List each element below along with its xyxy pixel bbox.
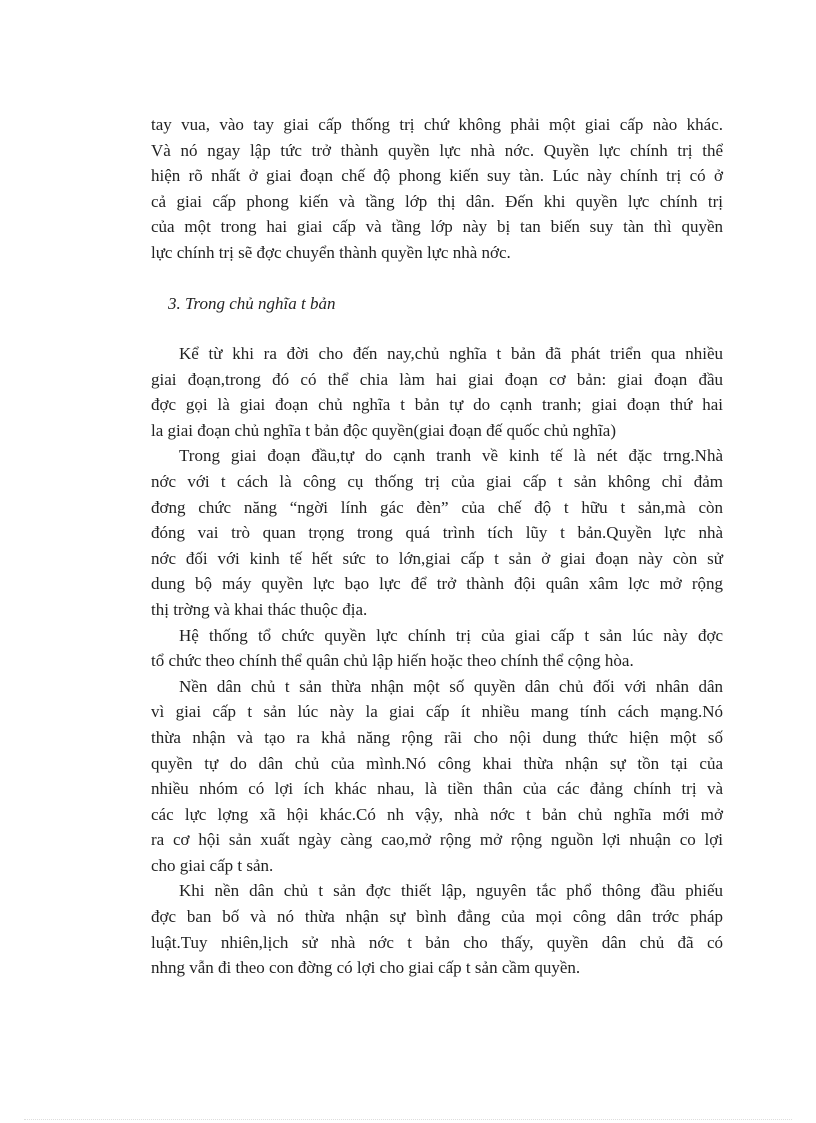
paragraph-line: đóng vai trò quan trọng trong quá trình tích lũy t bản.Quyền lực nhà (151, 523, 723, 543)
paragraph-line: nớc với t cách là công cụ thống trị của giai cấp t sản không chỉ đảm (151, 471, 723, 491)
paragraph-line: vì giai cấp t sản lúc này la giai cấp ít nhiều mang tính cách mạng.Nó (151, 702, 723, 722)
section-heading: 3. Trong chủ nghĩa t bản (168, 294, 336, 313)
paragraph-line: nhng vẫn đi theo con đờng có lợi cho giai cấp t sản cầm quyền. (151, 958, 581, 978)
page-bottom-rule (24, 1119, 792, 1120)
paragraph-line: Hệ thống tổ chức quyền lực chính trị của giai cấp t sản lúc này đợc (179, 625, 723, 645)
paragraph-line: Khi nền dân chủ t sản đợc thiết lập, nguyên tắc phổ thông đầu phiếu (179, 881, 723, 901)
paragraph-line: thị trờng và khai thác thuộc địa. (151, 599, 368, 619)
paragraph-line: đơng chức năng “ngời lính gác đèn” của chế độ t hữu t sản,mà còn (151, 497, 723, 517)
paragraph-line: cả giai cấp phong kiến và tầng lớp thị dân. Đến khi quyền lực chính trị (151, 191, 723, 211)
paragraph-line: đợc ban bố và nó thừa nhận sự bình đẳng của mọi công dân trớc pháp (151, 907, 723, 927)
paragraph-line: giai đoạn,trong đó có thể chia làm hai giai đoạn cơ bản: giai đoạn đầu (151, 369, 723, 389)
paragraph-line: Kể từ khi ra đời cho đến nay,chủ nghĩa t bản đã phát triển qua nhiều (179, 344, 723, 363)
paragraph-line: luật.Tuy nhiên,lịch sử nhà nớc t bản cho thấy, quyền dân chủ đã có (151, 932, 723, 952)
paragraph-line: ra cơ hội sản xuất ngày càng cao,mở rộng mở rộng nguồn lợi nhuận co lợi (151, 830, 723, 850)
paragraph-line: Nền dân chủ t sản thừa nhận một số quyền dân chủ đối với nhân dân (179, 676, 723, 696)
top-paragraph (151, 112, 723, 266)
paragraph-line: nhiều nhóm có lợi ích khác nhau, là tiền thân của các đảng chính trị và (151, 779, 723, 799)
paragraph-line: các lực lợng xã hội khác.Có nh vậy, nhà nớc t bản chủ nghĩa mới mở (151, 804, 723, 824)
paragraph-line: quyền tự do dân chủ của mình.Nó công khai thừa nhận sự tồn tại của (151, 753, 723, 773)
paragraph-line: Và nó ngay lập tức trở thành quyền lực nhà nớc. Quyền lực chính trị thể (151, 140, 723, 160)
paragraph-line: Trong giai đoạn đầu,tự do cạnh tranh về kinh tế là nét đặc trng.Nhà (179, 446, 723, 466)
paragraph-line: lực chính trị sẽ đợc chuyển thành quyền lực nhà nớc. (151, 242, 511, 262)
paragraph-line: đợc gọi là giai đoạn chủ nghĩa t bản tự do cạnh tranh; giai đoạn thứ hai (151, 395, 723, 415)
main-body (151, 341, 723, 981)
paragraph-line: dung bộ máy quyền lực bạo lực để trở thành đội quân xâm lợc mở rộng (151, 574, 723, 594)
paragraph-line: hiện rõ nhất ở giai đoạn chế độ phong kiến suy tàn. Lúc này chính trị có ở (151, 166, 723, 186)
paragraph-line: la giai đoạn chủ nghĩa t bản độc quyền(giai đoạn đế quốc chủ nghĩa) (151, 420, 616, 440)
paragraph-line: của một trong hai giai cấp và tầng lớp này bị tan biến suy tàn thì quyền (151, 217, 723, 237)
paragraph-line: cho giai cấp t sản. (151, 855, 274, 875)
paragraph-line: nớc đối với kinh tế hết sức to lớn,giai cấp t sản ở giai đoạn này còn sử (151, 548, 723, 568)
paragraph-line: thừa nhận và tạo ra khả năng rộng rãi cho nội dung thức hiện một số (151, 727, 723, 747)
paragraph-line: tổ chức theo chính thể quân chủ lập hiến hoặc theo chính thể cộng hòa. (151, 651, 634, 671)
paragraph-line: tay vua, vào tay giai cấp thống trị chứ không phải một giai cấp nào khác. (151, 115, 723, 134)
